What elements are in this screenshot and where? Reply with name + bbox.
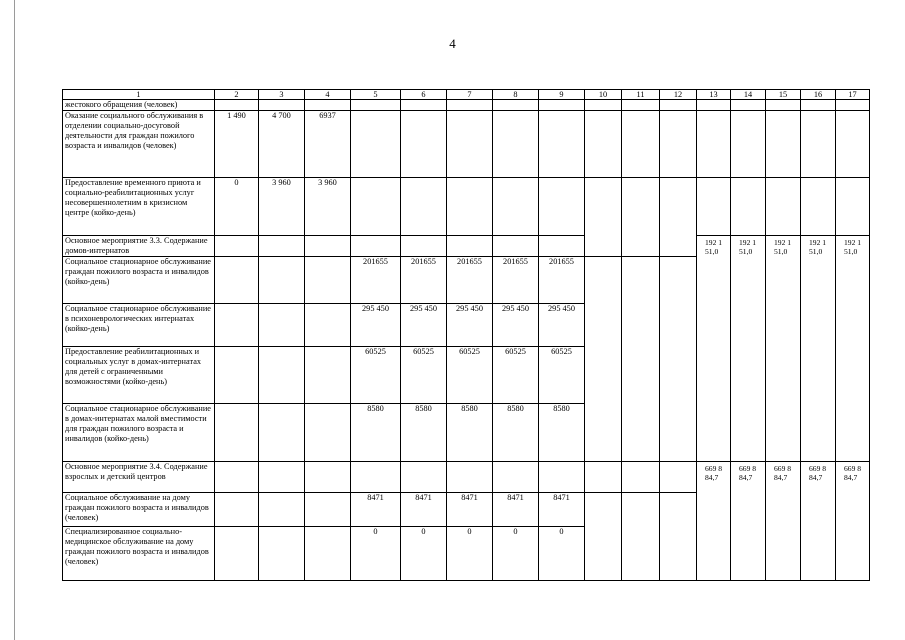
table-row: [63, 304, 870, 347]
value-cell: 192 1 51,0: [697, 236, 731, 257]
value-cell: 295 450: [493, 304, 539, 347]
table-row: [63, 404, 870, 462]
value-cell: 201655: [493, 257, 539, 304]
row-label: Социальное стационарное обслуживание граждан пожилого возраста и инвалидов (койко-день): [63, 257, 215, 304]
value-cell: 60525: [351, 347, 401, 404]
row-label: Оказание социального обслуживания в отделении социально-досуговой деятельности для граждан пожилого возраста и инвалидов (человек): [63, 111, 215, 178]
value-cell: 669 8 84,7: [766, 462, 801, 493]
row-label: Предоставление временного приюта и социально-реабилитационных услуг несовершеннолетним в кризисном центре (койко-день): [63, 178, 215, 236]
value-cell: 192 1 51,0: [836, 236, 870, 257]
value-cell: 60525: [539, 347, 585, 404]
value-cell: 0: [493, 527, 539, 581]
value-cell: 8580: [447, 404, 493, 462]
value-cell: 8471: [447, 493, 493, 527]
table-row: [63, 462, 870, 493]
value-cell: 669 8 84,7: [801, 462, 836, 493]
header-cell: 11: [622, 90, 660, 100]
header-cell: 1: [63, 90, 215, 100]
value-cell: 60525: [493, 347, 539, 404]
value-cell: 3 960: [305, 178, 351, 236]
value-cell: 192 1 51,0: [731, 236, 766, 257]
value-cell: 8471: [351, 493, 401, 527]
row-label: жестокого обращения (человек): [63, 100, 215, 111]
header-cell: 8: [493, 90, 539, 100]
indicators-table: [62, 89, 870, 581]
header-cell: 17: [836, 90, 870, 100]
table-row: [63, 111, 870, 178]
value-cell: 3 960: [259, 178, 305, 236]
value-cell: 1 490: [215, 111, 259, 178]
value-cell: 8471: [493, 493, 539, 527]
value-cell: 201655: [401, 257, 447, 304]
value-cell: 8580: [401, 404, 447, 462]
value-cell: 8471: [401, 493, 447, 527]
value-cell: 201655: [447, 257, 493, 304]
header-cell: 14: [731, 90, 766, 100]
table-row: [63, 493, 870, 527]
table-row: [63, 236, 870, 257]
header-cell: 6: [401, 90, 447, 100]
page-number: 4: [449, 36, 456, 51]
value-cell: 0: [447, 527, 493, 581]
value-cell: 669 8 84,7: [697, 462, 731, 493]
row-label: Специализированное социально-медицинское обслуживание на дому граждан пожилого возраста и инвалидов (человек): [63, 527, 215, 581]
value-cell: 201655: [539, 257, 585, 304]
header-cell: 2: [215, 90, 259, 100]
header-cell: 3: [259, 90, 305, 100]
value-cell: 669 8 84,7: [731, 462, 766, 493]
page-edge-line: [14, 0, 15, 640]
value-cell: 295 450: [401, 304, 447, 347]
value-cell: 4 700: [259, 111, 305, 178]
row-label: Предоставление реабилитационных и социальных услуг в домах-интернатах для детей с ограниченными возможностями (койко-день): [63, 347, 215, 404]
value-cell: 0: [351, 527, 401, 581]
value-cell: 669 8 84,7: [836, 462, 870, 493]
value-cell: 60525: [447, 347, 493, 404]
header-cell: 16: [801, 90, 836, 100]
value-cell: 295 450: [447, 304, 493, 347]
value-cell: 201655: [351, 257, 401, 304]
header-cell: 7: [447, 90, 493, 100]
value-cell: 8471: [539, 493, 585, 527]
value-cell: 192 1 51,0: [766, 236, 801, 257]
table-row: [63, 347, 870, 404]
table-row: [63, 100, 870, 111]
table-row: [63, 527, 870, 581]
value-cell: 6937: [305, 111, 351, 178]
row-label: Основное мероприятие 3.4. Содержание взрослых и детский центров: [63, 462, 215, 493]
header-row: [63, 90, 870, 100]
table-row: [63, 257, 870, 304]
value-cell: 8580: [493, 404, 539, 462]
value-cell: 60525: [401, 347, 447, 404]
table-row: [63, 178, 870, 236]
header-cell: 4: [305, 90, 351, 100]
header-cell: 12: [660, 90, 697, 100]
header-cell: 10: [585, 90, 622, 100]
value-cell: 295 450: [351, 304, 401, 347]
header-cell: 9: [539, 90, 585, 100]
header-cell: 5: [351, 90, 401, 100]
value-cell: 0: [539, 527, 585, 581]
row-label: Основное мероприятие 3.3. Содержание домов-интернатов: [63, 236, 215, 257]
value-cell: 8580: [539, 404, 585, 462]
header-cell: 13: [697, 90, 731, 100]
row-label: Социальное стационарное обслуживание в домах-интернатах малой вместимости для граждан пожилого возраста и инвалидов (койко-день): [63, 404, 215, 462]
value-cell: 0: [401, 527, 447, 581]
row-label: Социальное стационарное обслуживание в психоневрологических интернатах (койко-день): [63, 304, 215, 347]
value-cell: 295 450: [539, 304, 585, 347]
value-cell: 192 1 51,0: [801, 236, 836, 257]
row-label: Социальное обслуживание на дому граждан пожилого возраста и инвалидов (человек): [63, 493, 215, 527]
header-cell: 15: [766, 90, 801, 100]
value-cell: 8580: [351, 404, 401, 462]
value-cell: 0: [215, 178, 259, 236]
